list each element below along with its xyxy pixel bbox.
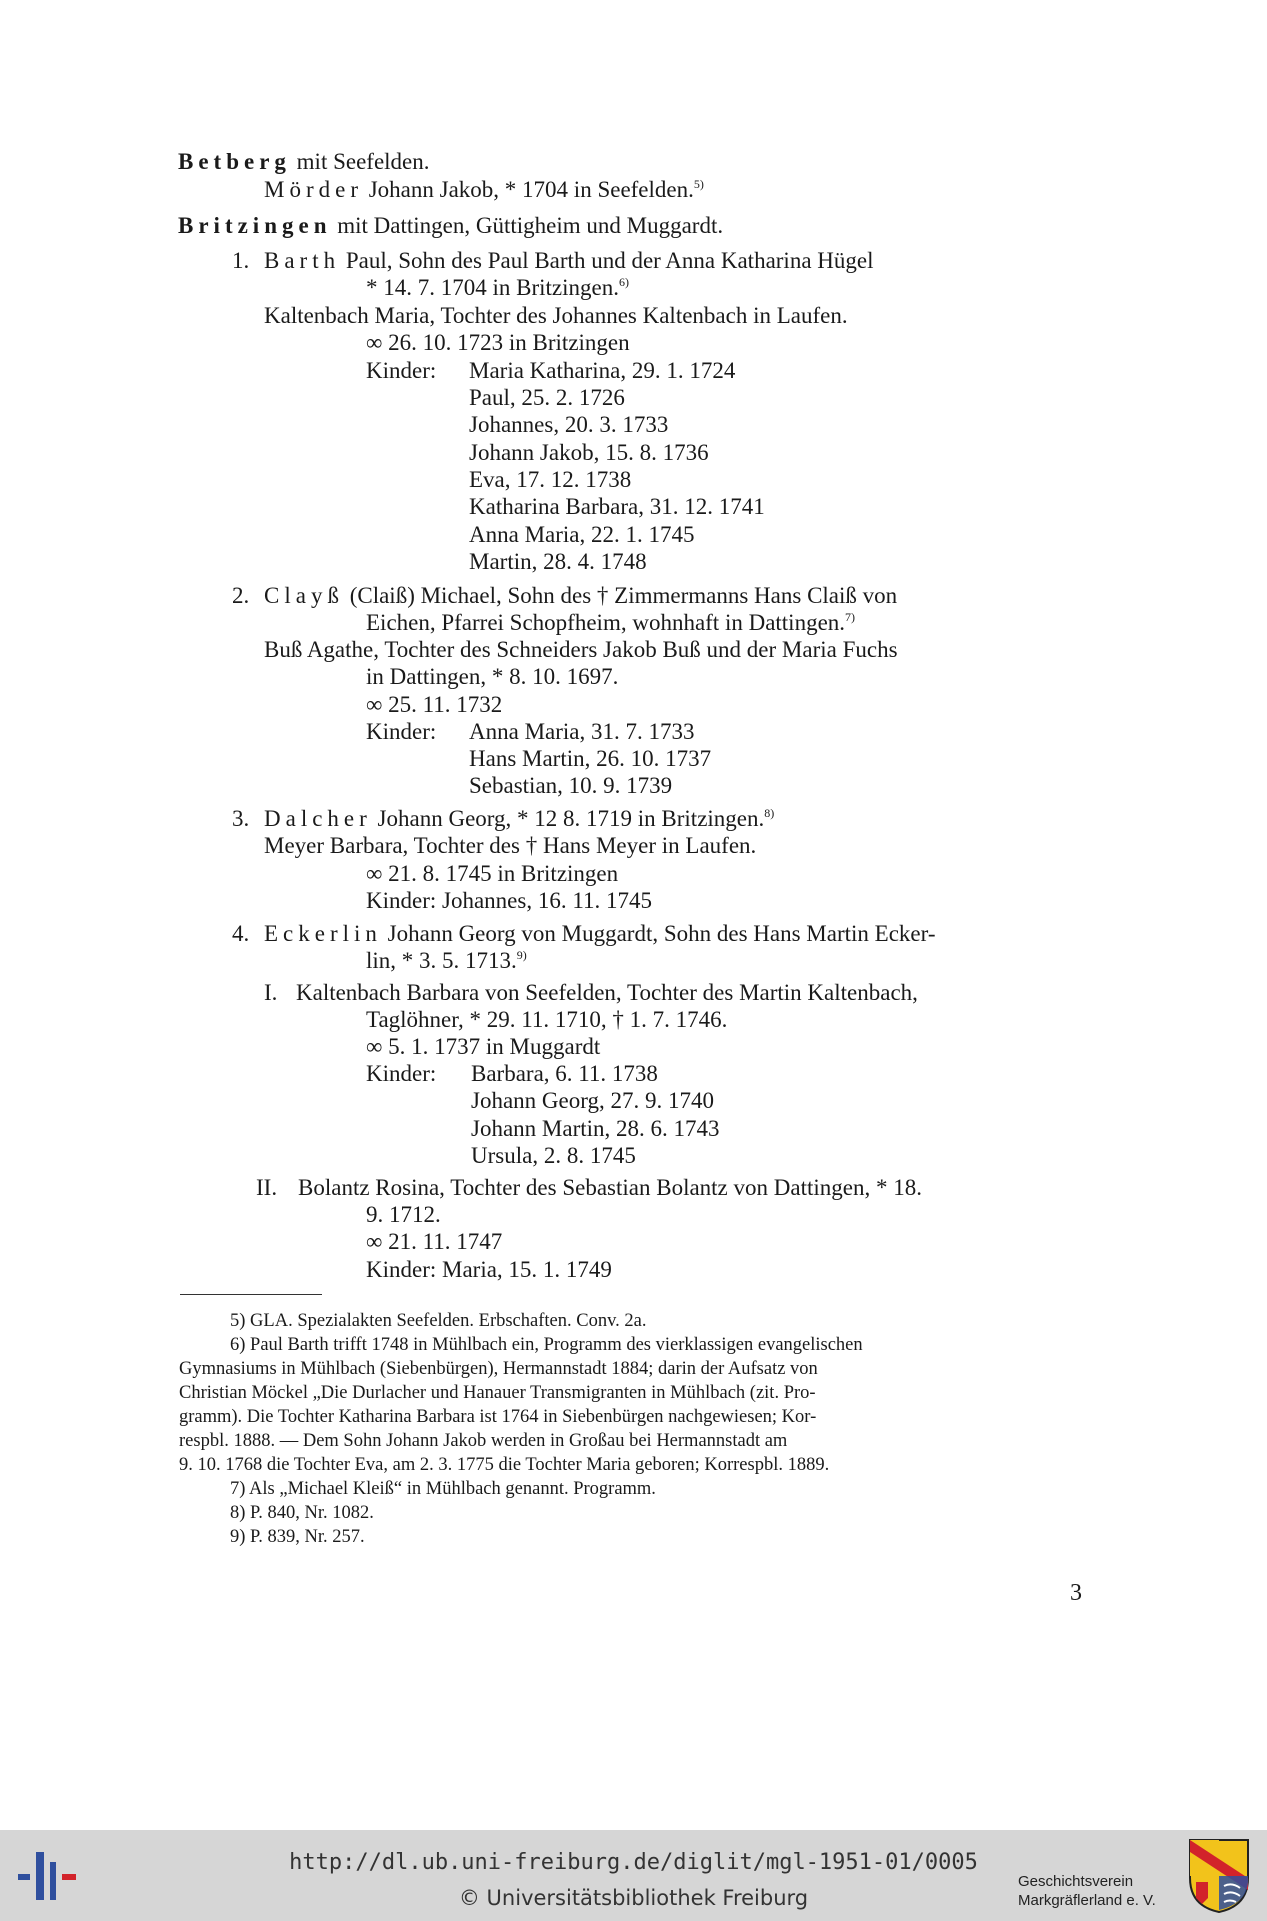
footnote-text: P. 839, Nr. 257.	[250, 1527, 365, 1547]
entry-4-wife-2-line-2: 9. 1712.	[366, 1202, 441, 1227]
entry-2-line-1	[264, 582, 897, 609]
footnote-marker: 6)	[230, 1335, 246, 1355]
entry-4-wife-1-line-2: Taglöhner, * 29. 11. 1710, † 1. 7. 1746.	[366, 1007, 728, 1032]
entry-text: Paul, Sohn des Paul Barth und der Anna Katharina Hügel	[345, 248, 874, 273]
footnote-6-line-4: gramm). Die Tochter Katharina Barbara ist 1764 in Siebenbürgen nachgewiesen; Kor-	[179, 1407, 817, 1427]
child: Martin, 28. 4. 1748	[469, 549, 647, 574]
entry-1-wife: Kaltenbach Maria, Tochter des Johannes Kaltenbach in Laufen.	[264, 303, 848, 328]
entry-text: lin, * 3. 5. 1713.	[366, 948, 517, 973]
footnote-7	[230, 1477, 656, 1501]
footnote-text: P. 840, Nr. 1082.	[250, 1503, 374, 1523]
child: Anna Maria, 31. 7. 1733	[469, 719, 695, 744]
copyright-notice: © Universitätsbibliothek Freiburg	[458, 1886, 809, 1910]
footnote-marker: 9)	[230, 1527, 246, 1547]
footnote-6	[230, 1333, 863, 1357]
entry-4-line-1	[264, 920, 935, 947]
marriage-number: II.	[256, 1175, 278, 1200]
place-name: Betberg	[178, 149, 291, 174]
footnote-marker: 5)	[230, 1311, 246, 1331]
society-name-line-2: Markgräflerland e. V.	[1018, 1892, 1156, 1909]
entry-3-line-1	[264, 805, 774, 832]
child: Barbara, 6. 11. 1738	[471, 1061, 658, 1086]
child: Johann Jakob, 15. 8. 1736	[469, 440, 709, 465]
entry-text: Johann Georg, * 12 8. 1719 in Britzingen.	[377, 806, 765, 831]
place-name: Britzingen	[178, 213, 332, 238]
entry-1-marriage: ∞ 26. 10. 1723 in Britzingen	[366, 330, 630, 355]
source-url[interactable]: http://dl.ub.uni-freiburg.de/diglit/mgl-1951-01/0005	[289, 1850, 978, 1875]
entry-1-line-2	[366, 274, 629, 301]
entry-4-wife-1-line-1: Kaltenbach Barbara von Seefelden, Tochter des Martin Kaltenbach,	[296, 980, 918, 1005]
entry-surname: Dalcher	[264, 806, 372, 831]
society-name-line-1: Geschichtsverein	[1018, 1873, 1134, 1890]
entry-4-line-2	[366, 947, 527, 974]
entry-2-wife-line-1: Buß Agathe, Tochter des Schneiders Jakob Buß und der Maria Fuchs	[264, 637, 898, 662]
footnote-ref: 8)	[764, 806, 775, 820]
child: Johann Georg, 27. 9. 1740	[471, 1088, 714, 1113]
child: Hans Martin, 26. 10. 1737	[469, 746, 712, 771]
child: Maria Katharina, 29. 1. 1724	[469, 358, 736, 383]
footnote-5	[230, 1309, 646, 1333]
footnote-marker: 8)	[230, 1503, 246, 1523]
entry-text: * 14. 7. 1704 in Britzingen.	[366, 275, 619, 300]
place-heading-betberg	[178, 148, 430, 175]
entry-number: 1.	[232, 248, 250, 273]
footnote-6-line-6: 9. 10. 1768 die Tochter Eva, am 2. 3. 1775 die Tochter Maria geboren; Korrespbl. 1889.	[179, 1455, 830, 1475]
entry-2-marriage: ∞ 25. 11. 1732	[366, 692, 503, 717]
entry-3-kinder: Kinder: Johannes, 16. 11. 1745	[366, 888, 652, 913]
betberg-person	[264, 176, 704, 203]
footnote-text: Als „Michael Kleiß“ in Mühlbach genannt. Programm.	[249, 1479, 656, 1499]
footnote-9	[230, 1525, 365, 1549]
child: Katharina Barbara, 31. 12. 1741	[469, 494, 765, 519]
footnote-8	[230, 1501, 374, 1525]
footnote-6-line-3: Christian Möckel „Die Durlacher und Hanauer Transmigranten in Mühlbach (zit. Pro-	[179, 1383, 816, 1403]
entry-text: Eichen, Pfarrei Schopfheim, wohnhaft in Dattingen.	[366, 610, 846, 635]
footnote-marker: 7)	[230, 1479, 246, 1499]
entry-2-line-2	[366, 609, 855, 636]
entry-surname: Eckerlin	[264, 921, 382, 946]
footnote-6-line-2: Gymnasiums in Mühlbach (Siebenbürgen), Hermannstadt 1884; darin der Aufsatz von	[179, 1359, 818, 1379]
coat-of-arms-icon	[1188, 1838, 1250, 1914]
person-surname: Mörder	[264, 177, 363, 202]
child: Anna Maria, 22. 1. 1745	[469, 522, 695, 547]
child: Sebastian, 10. 9. 1739	[469, 773, 673, 798]
entry-number: 3.	[232, 806, 250, 831]
child: Paul, 25. 2. 1726	[469, 385, 625, 410]
footnote-text: Paul Barth trifft 1748 in Mühlbach ein, Programm des vierklassigen evangelischen	[250, 1335, 863, 1355]
place-heading-britzingen	[178, 212, 723, 239]
person-details: Johann Jakob, * 1704 in Seefelden.	[368, 177, 694, 202]
entry-text: (Claiß) Michael, Sohn des † Zimmermanns Hans Claiß von	[349, 583, 898, 608]
entry-4-marriage-1: ∞ 5. 1. 1737 in Muggardt	[366, 1034, 601, 1059]
footnote-text: GLA. Spezialakten Seefelden. Erbschaften. Conv. 2a.	[250, 1311, 647, 1331]
entry-number: 4.	[232, 921, 250, 946]
place-rest: mit Seefelden.	[296, 149, 430, 174]
place-rest: mit Dattingen, Güttigheim und Muggardt.	[337, 213, 724, 238]
child: Johann Martin, 28. 6. 1743	[471, 1116, 720, 1141]
entry-4-wife-2-line-1: Bolantz Rosina, Tochter des Sebastian Bolantz von Dattingen, * 18.	[298, 1175, 922, 1200]
entry-4-kinder-2: Kinder: Maria, 15. 1. 1749	[366, 1257, 612, 1282]
entry-surname: Barth	[264, 248, 341, 273]
child: Ursula, 2. 8. 1745	[471, 1143, 636, 1168]
child: Eva, 17. 12. 1738	[469, 467, 632, 492]
child: Johannes, 20. 3. 1733	[469, 412, 669, 437]
society-name	[1018, 1872, 1156, 1910]
entry-surname: Clayß	[264, 583, 344, 608]
footnote-ref: 7)	[845, 610, 856, 624]
entry-2-wife-line-2: in Dattingen, * 8. 10. 1697.	[366, 664, 619, 689]
kinder-label: Kinder:	[366, 1061, 437, 1086]
entry-number: 2.	[232, 583, 250, 608]
page-number: 3	[1070, 1580, 1082, 1606]
kinder-label: Kinder:	[366, 358, 437, 383]
footnote-divider	[180, 1294, 322, 1295]
entry-text: Johann Georg von Muggardt, Sohn des Hans Martin Ecker-	[387, 921, 936, 946]
entry-3-marriage: ∞ 21. 8. 1745 in Britzingen	[366, 861, 619, 886]
viewer-footer	[0, 1830, 1267, 1921]
footnote-ref: 9)	[516, 948, 527, 962]
marriage-number: I.	[264, 980, 278, 1005]
footnote-ref: 6)	[618, 275, 629, 289]
footnote-6-line-5: respbl. 1888. — Dem Sohn Johann Jakob werden in Großau bei Hermannstadt am	[179, 1431, 788, 1451]
footnote-ref: 5)	[693, 177, 704, 191]
entry-1-line-1	[264, 247, 874, 274]
entry-3-wife: Meyer Barbara, Tochter des † Hans Meyer in Laufen.	[264, 833, 757, 858]
kinder-label: Kinder:	[366, 719, 437, 744]
entry-4-marriage-2: ∞ 21. 11. 1747	[366, 1229, 503, 1254]
